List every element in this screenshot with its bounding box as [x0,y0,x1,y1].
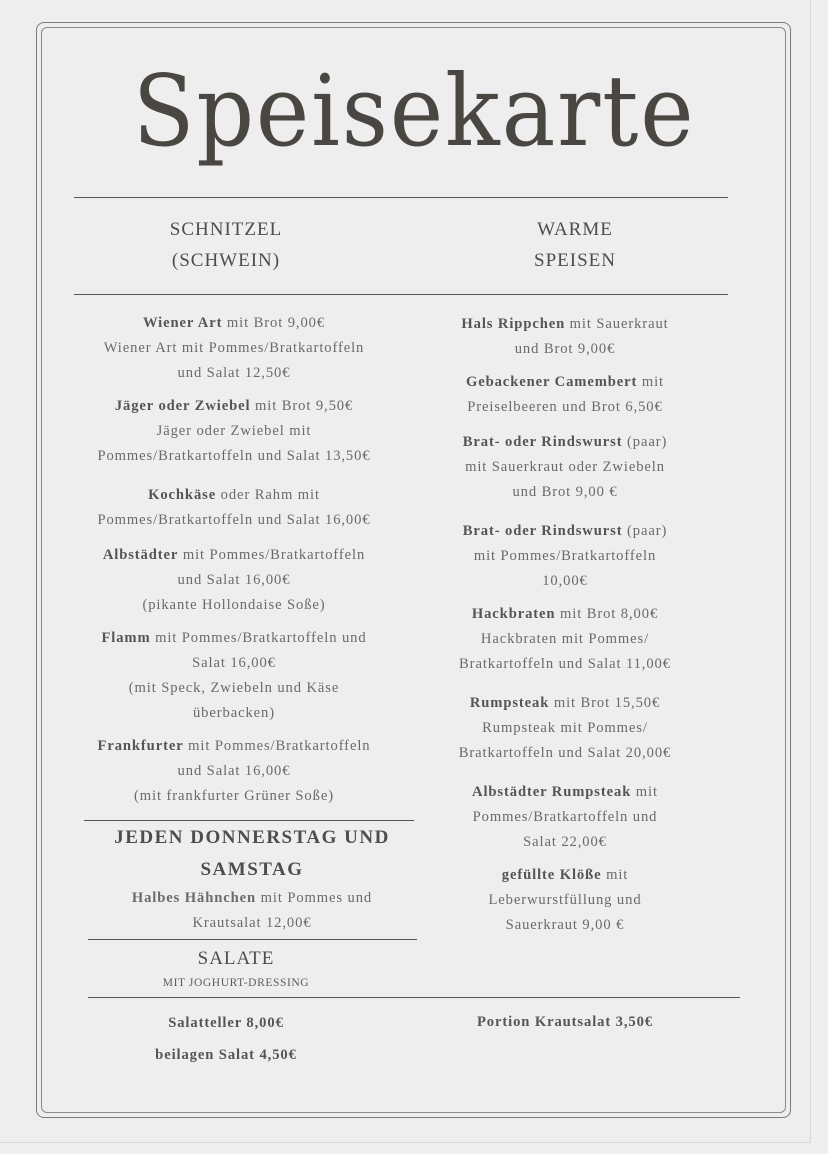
menu-item-albstaedter-rumpsteak [430,780,700,855]
item-text: Bratkartoffeln und Salat 11,00€ [459,656,671,672]
item-text: (paar) [622,434,668,450]
item-name: Rumpsteak [469,695,550,711]
left-heading-line-1: SCHNITZEL [169,219,283,240]
right-section-heading [455,214,695,276]
menu-item-kochkaese [52,483,416,533]
item-text: 10,00€ [542,573,588,589]
item-text: Sauerkraut 9,00 € [505,917,625,933]
item-text: (mit frankfurter Grüner Soße) [134,788,334,804]
divider-special-bottom [88,939,417,940]
item-text: mit [601,867,629,883]
item-name: Wiener Art [142,315,223,331]
menu-item-albstaedter [52,543,416,618]
special-heading-line-1: JEDEN DONNERSTAG UND [114,827,390,848]
divider-top [74,197,728,198]
item-text: mit [631,784,658,800]
item-name: Flamm [101,630,151,646]
item-text: Hackbraten mit Pommes/ [480,631,650,647]
menu-item-jaeger [52,394,416,469]
item-text: und Brot 9,00€ [514,341,616,357]
item-name: Gebackener Camembert [465,374,638,390]
item-text: mit Brot 15,50€ [549,695,661,711]
page-title: Speisekarte [132,55,696,169]
item-text: mit Pommes/Bratkartoffeln und [150,630,367,646]
item-text: Rumpsteak mit Pommes/ [482,720,648,736]
menu-item-camembert [430,370,700,420]
item-text: überbacken) [192,705,275,721]
salate-heading: SALATE [197,948,275,969]
salate-item-beilagen: beilagen Salat 4,50€ [155,1047,297,1063]
item-text: mit Brot 9,50€ [250,398,354,414]
item-text: (paar) [622,523,668,539]
right-column [430,312,700,938]
salate-item-krautsalat: Portion Krautsalat 3,50€ [476,1014,654,1030]
right-heading-line-2: SPEISEN [534,250,616,271]
item-text: mit Sauerkraut [565,316,669,332]
item-text: Bratkartoffeln und Salat 20,00€ [458,745,672,761]
left-section-heading [106,214,346,276]
item-text: und Salat 16,00€ [177,572,291,588]
item-text: mit Pommes/Bratkartoffeln [178,547,366,563]
item-text: mit Brot 9,00€ [222,315,326,331]
item-text: und Brot 9,00 € [512,484,618,500]
item-text: mit Pommes/Bratkartoffeln [473,548,657,564]
item-text: (mit Speck, Zwiebeln und Käse [128,680,340,696]
menu-item-hals-rippchen [430,312,700,362]
item-text: Preiselbeeren und Brot 6,50€ [467,399,663,415]
item-text: mit Sauerkraut oder Zwiebeln [465,459,665,475]
item-name: Albstädter [102,547,179,563]
divider-headings [74,294,728,295]
salate-subheading: MIT JOGHURT-DRESSING [162,977,310,989]
item-text: Salat 22,00€ [523,834,607,850]
item-name: Hals Rippchen [461,316,566,332]
item-text: Salat 16,00€ [192,655,276,671]
menu-item-kloesse [430,863,700,938]
special-item [70,886,434,936]
salate-item-salatteller: Salatteller 8,00€ [168,1015,284,1031]
item-text: Leberwurstfüllung und [488,892,642,908]
menu-item-frankfurter [52,734,416,809]
item-text: Pommes/Bratkartoffeln und Salat 16,00€ [97,512,371,528]
item-text: mit Pommes und [256,890,373,906]
item-text: und Salat 12,50€ [177,365,291,381]
item-text: Pommes/Bratkartoffeln und [472,809,658,825]
item-name: Hackbraten [471,606,556,622]
item-name: Kochkäse [148,487,217,503]
item-text: Wiener Art mit Pommes/Bratkartoffeln [103,340,365,356]
divider-salate [88,997,740,998]
item-name: gefüllte Klöße [501,867,602,883]
item-name: Jäger oder Zwiebel [114,398,251,414]
item-text: mit Brot 8,00€ [555,606,659,622]
item-text: mit Pommes/Bratkartoffeln [183,738,371,754]
menu-item-flamm [52,626,416,726]
menu-item-hackbraten [430,602,700,677]
item-name: Frankfurter [97,738,184,754]
special-heading [88,822,416,886]
item-name: Brat- oder Rindswurst [462,523,623,539]
item-text: Krautsalat 12,00€ [192,915,312,931]
item-text: und Salat 16,00€ [177,763,291,779]
item-name: Albstädter Rumpsteak [472,784,632,800]
special-heading-line-2: SAMSTAG [200,859,304,880]
item-name: Halbes Hähnchen [131,890,257,906]
item-text: (pikante Hollondaise Soße) [142,597,326,613]
right-heading-line-1: WARME [537,219,613,240]
menu-item-rumpsteak [430,691,700,766]
menu-item-bratwurst-pommes [430,519,700,594]
item-text: mit [637,374,665,390]
menu-item-bratwurst-sauerkraut [430,430,700,505]
item-name: Brat- oder Rindswurst [462,434,623,450]
item-text: Jäger oder Zwiebel mit [156,423,312,439]
left-heading-line-2: (SCHWEIN) [171,250,281,271]
item-text: Pommes/Bratkartoffeln und Salat 13,50€ [97,448,371,464]
menu-item-wiener-art [52,311,416,386]
divider-special-top [84,820,414,821]
left-column [52,311,416,809]
item-text: oder Rahm mit [216,487,320,503]
